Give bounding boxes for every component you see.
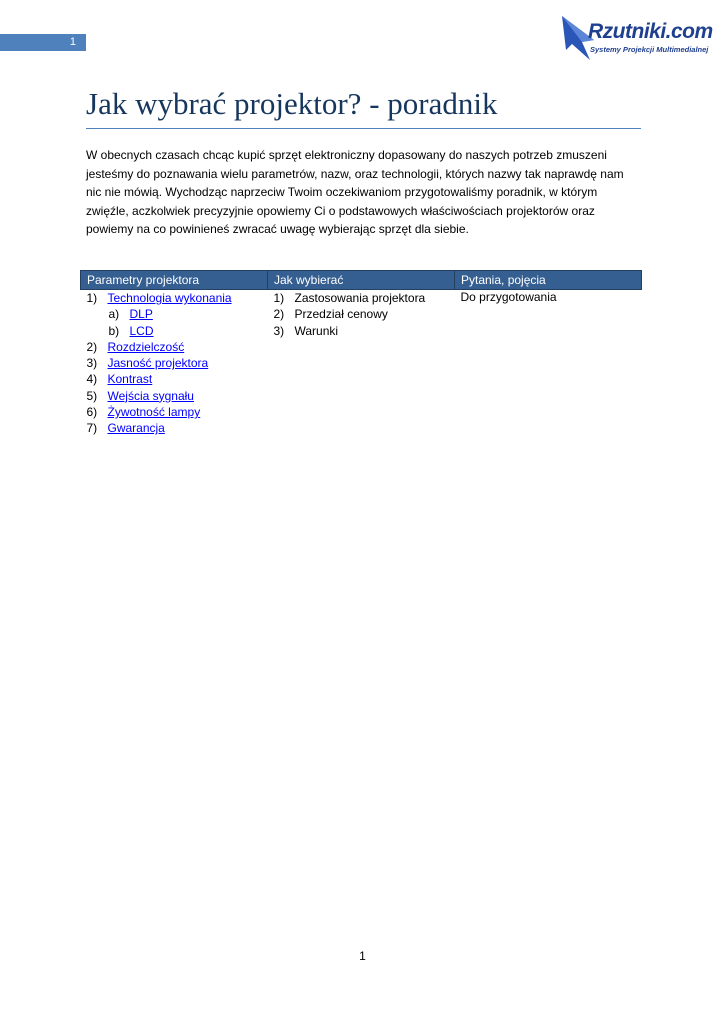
- guide-table: [80, 270, 642, 437]
- choose-item-przedzial-cenowy: [274, 306, 449, 322]
- logo-tagline: Systemy Projekcji Multimedialnej: [590, 45, 709, 54]
- choose-item-label: Warunki: [294, 323, 339, 338]
- choose-item-zastosowania-projektora: [274, 290, 449, 306]
- list-number: 2): [273, 307, 285, 322]
- table-header-row: [81, 271, 642, 290]
- choose-item-label: Przedział cenowy: [294, 307, 388, 322]
- list-number: 3): [273, 323, 285, 338]
- link-gwarancja[interactable]: Gwarancja: [107, 421, 165, 436]
- list-number: 1): [273, 291, 285, 305]
- parameter-item-zywotnosc-lampy: [87, 404, 262, 420]
- list-number: 6): [86, 405, 98, 420]
- page-title: Jak wybrać projektor? - poradnik: [86, 86, 498, 121]
- how-to-choose-list: [274, 290, 449, 339]
- parameter-item-lcd: [87, 323, 262, 339]
- link-jasnosc-projektora[interactable]: Jasność projektora: [107, 356, 209, 371]
- parameter-item-jasnosc-projektora: [87, 355, 262, 371]
- list-number: 4): [86, 372, 98, 387]
- rzutniki-logo[interactable]: [560, 14, 720, 64]
- table-row: [81, 290, 642, 437]
- link-rozdzielczosc[interactable]: Rozdzielczość: [107, 339, 185, 354]
- link-technologia-wykonania[interactable]: Technologia wykonania: [107, 291, 232, 305]
- choose-item-warunki: [274, 323, 449, 339]
- logo-brand: Rzutniki.com: [588, 20, 713, 43]
- link-lcd[interactable]: LCD: [129, 323, 154, 338]
- parameter-item-kontrast: [87, 371, 262, 387]
- header-questions: Pytania, pojęcia: [455, 271, 642, 290]
- header-parameters: Parametry projektora: [81, 271, 268, 290]
- parameters-cell: [81, 290, 268, 437]
- link-dlp[interactable]: DLP: [129, 307, 153, 322]
- parameter-item-dlp: [87, 306, 262, 322]
- choose-item-label: Zastosowania projektora: [294, 291, 426, 305]
- list-number: 1): [86, 291, 98, 305]
- questions-text: Do przygotowania: [460, 290, 557, 304]
- intro-paragraph: W obecnych czasach chcąc kupić sprzęt elektroniczny dopasowany do naszych potrzeb zmuszeni jesteśmy do poznawania wielu parametrów, nazw, oraz technologii, których nazwy tak naprawdę nam nic nie mówią. Wychodząc naprzeciw Twoim oczekiwaniom przygotowaliśmy poradnik, w którym zwięźle, aczkolwiek precyzyjnie opowiemy Ci o podstawowych właściwościach projektorów oraz powiemy na co powinieneś zwracać uwagę wybierając sprzęt dla siebie.: [86, 148, 624, 237]
- page-number-tab: 1: [0, 34, 86, 51]
- parameters-list: [87, 290, 262, 437]
- list-number: 5): [86, 388, 98, 403]
- list-number: b): [108, 323, 120, 338]
- footer-page-number: 1: [359, 949, 366, 963]
- list-number: a): [108, 307, 120, 322]
- list-number: 3): [86, 356, 98, 371]
- link-zywotnosc-lampy[interactable]: Żywotność lampy: [107, 405, 201, 420]
- title-divider: [86, 128, 641, 129]
- how-to-choose-cell: [268, 290, 455, 437]
- parameter-item-gwarancja: [87, 420, 262, 436]
- link-kontrast[interactable]: Kontrast: [107, 372, 153, 387]
- parameter-item-technologia-wykonania: [87, 290, 262, 306]
- header-how-to-choose: Jak wybierać: [268, 271, 455, 290]
- list-number: 7): [86, 421, 98, 436]
- list-number: 2): [86, 339, 98, 354]
- questions-cell: [455, 290, 642, 437]
- link-wejscia-sygnalu[interactable]: Wejścia sygnału: [107, 388, 194, 403]
- parameter-item-rozdzielczosc: [87, 339, 262, 355]
- parameter-item-wejscia-sygnalu: [87, 388, 262, 404]
